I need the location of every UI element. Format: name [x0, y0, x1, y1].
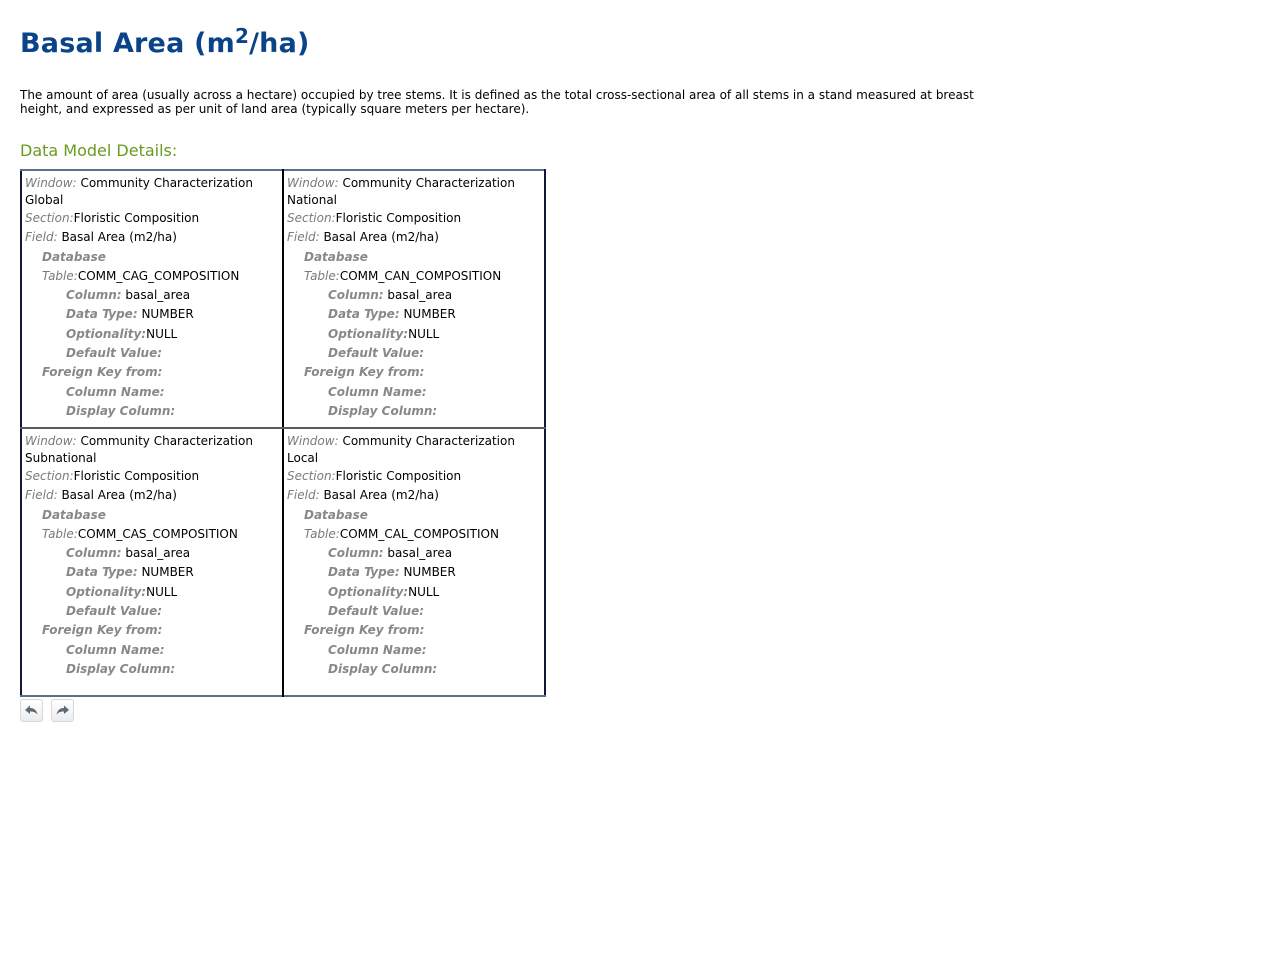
column-label: Column:	[328, 546, 384, 561]
column-name-label: Column Name:	[328, 642, 427, 657]
table-value: COMM_CAN_COMPOSITION	[339, 268, 502, 283]
table-label: Table:	[42, 526, 78, 541]
field-line	[25, 228, 279, 247]
window-line	[25, 175, 279, 209]
section-line	[25, 467, 279, 486]
data-type-value: NUMBER	[141, 565, 194, 580]
table-value: COMM_CAG_COMPOSITION	[77, 268, 240, 283]
display-column-line	[25, 402, 279, 421]
optionality-label: Optionality:	[328, 326, 409, 341]
table-row	[21, 428, 545, 696]
column-line	[287, 286, 541, 305]
detail-cell	[21, 170, 283, 428]
window-value: Community Characterization Local	[287, 434, 515, 465]
foreign-key-line	[25, 363, 279, 382]
data-type-line	[25, 305, 279, 324]
data-type-value: NUMBER	[141, 307, 194, 322]
window-label: Window:	[25, 434, 77, 448]
optionality-line	[25, 583, 279, 602]
section-line	[25, 209, 279, 228]
window-value: Community Characterization Subnational	[25, 434, 253, 465]
detail-cell	[283, 170, 545, 428]
section-label: Section:	[287, 211, 336, 225]
section-line	[287, 467, 541, 486]
column-value: basal_area	[125, 546, 191, 561]
table-line	[287, 525, 541, 544]
section-label: Section:	[287, 469, 336, 483]
optionality-line	[287, 325, 541, 344]
field-value: Basal Area (m2/ha)	[323, 230, 439, 245]
default-value-line	[25, 344, 279, 363]
table-line	[25, 525, 279, 544]
description: The amount of area (usually across a hectare) occupied by tree stems. It is defined as the total cross-sectional area of all stems in a stand measured at breast height, and expressed as per unit of land area (typically square meters per hectare).	[20, 88, 974, 116]
field-label: Field:	[25, 230, 58, 245]
foreign-key-label: Foreign Key from:	[304, 365, 425, 380]
field-label: Field:	[287, 230, 320, 245]
table-row	[21, 170, 545, 428]
back-button[interactable]	[20, 699, 43, 722]
database-label: Database	[304, 249, 368, 264]
database-line	[25, 248, 279, 267]
column-name-label: Column Name:	[66, 384, 165, 399]
section-label: Section:	[25, 469, 74, 483]
optionality-line	[287, 583, 541, 602]
window-line	[25, 433, 279, 467]
column-label: Column:	[66, 546, 122, 561]
optionality-value: NULL	[146, 326, 178, 341]
window-value: Community Characterization Global	[25, 176, 253, 207]
title-superscript: 2	[234, 24, 250, 48]
section-label: Section:	[25, 211, 74, 225]
default-value-label: Default Value:	[66, 604, 163, 619]
field-value: Basal Area (m2/ha)	[61, 230, 177, 245]
column-name-label: Column Name:	[328, 384, 427, 399]
back-arrow-icon	[24, 704, 39, 716]
field-label: Field:	[287, 488, 320, 503]
forward-arrow-icon	[55, 704, 70, 716]
window-label: Window:	[287, 434, 339, 448]
display-column-label: Display Column:	[328, 403, 438, 418]
foreign-key-line	[287, 621, 541, 640]
database-line	[287, 248, 541, 267]
display-column-label: Display Column:	[328, 661, 438, 676]
section-value: Floristic Composition	[73, 469, 200, 483]
optionality-label: Optionality:	[328, 584, 409, 599]
table-line	[287, 267, 541, 286]
window-label: Window:	[287, 176, 339, 190]
field-line	[287, 228, 541, 247]
column-line	[287, 544, 541, 563]
column-name-line	[287, 383, 541, 402]
field-value: Basal Area (m2/ha)	[61, 488, 177, 503]
display-column-line	[287, 402, 541, 421]
field-label: Field:	[25, 488, 58, 503]
optionality-label: Optionality:	[66, 584, 147, 599]
default-value-line	[287, 602, 541, 621]
data-type-label: Data Type:	[66, 565, 138, 580]
title-text-end: /ha)	[249, 28, 310, 59]
foreign-key-line	[25, 621, 279, 640]
default-value-line	[25, 602, 279, 621]
database-label: Database	[304, 507, 368, 522]
database-line	[25, 506, 279, 525]
optionality-label: Optionality:	[66, 326, 147, 341]
optionality-value: NULL	[408, 326, 440, 341]
optionality-line	[25, 325, 279, 344]
data-type-value: NUMBER	[403, 307, 456, 322]
data-type-line	[25, 563, 279, 582]
window-line	[287, 175, 541, 209]
database-label: Database	[42, 249, 106, 264]
detail-cell	[21, 428, 283, 696]
section-value: Floristic Composition	[335, 469, 462, 483]
database-label: Database	[42, 507, 106, 522]
column-line	[25, 544, 279, 563]
default-value-label: Default Value:	[328, 346, 425, 361]
section-value: Floristic Composition	[73, 211, 200, 225]
column-value: basal_area	[387, 546, 453, 561]
table-label: Table:	[304, 526, 340, 541]
data-type-label: Data Type:	[328, 307, 400, 322]
window-label: Window:	[25, 176, 77, 190]
display-column-line	[25, 660, 279, 679]
table-value: COMM_CAS_COMPOSITION	[77, 526, 238, 541]
window-value: Community Characterization National	[287, 176, 515, 207]
data-type-label: Data Type:	[328, 565, 400, 580]
foreign-key-line	[287, 363, 541, 382]
column-name-label: Column Name:	[66, 642, 165, 657]
page-title	[20, 24, 310, 59]
data-type-line	[287, 305, 541, 324]
column-name-line	[25, 641, 279, 660]
data-model-details-heading: Data Model Details:	[20, 141, 178, 160]
column-value: basal_area	[125, 288, 191, 303]
column-label: Column:	[66, 288, 122, 303]
forward-button[interactable]	[51, 699, 74, 722]
column-value: basal_area	[387, 288, 453, 303]
default-value-line	[287, 344, 541, 363]
foreign-key-label: Foreign Key from:	[42, 365, 163, 380]
column-label: Column:	[328, 288, 384, 303]
section-value: Floristic Composition	[335, 211, 462, 225]
column-name-line	[287, 641, 541, 660]
default-value-label: Default Value:	[66, 346, 163, 361]
display-column-label: Display Column:	[66, 403, 176, 418]
field-value: Basal Area (m2/ha)	[323, 488, 439, 503]
field-line	[25, 486, 279, 505]
data-type-value: NUMBER	[403, 565, 456, 580]
database-line	[287, 506, 541, 525]
display-column-label: Display Column:	[66, 661, 176, 676]
optionality-value: NULL	[408, 584, 440, 599]
section-line	[287, 209, 541, 228]
nav-buttons	[20, 699, 82, 722]
field-line	[287, 486, 541, 505]
window-line	[287, 433, 541, 467]
optionality-value: NULL	[146, 584, 178, 599]
detail-cell	[283, 428, 545, 696]
data-type-label: Data Type:	[66, 307, 138, 322]
column-line	[25, 286, 279, 305]
table-line	[25, 267, 279, 286]
default-value-label: Default Value:	[328, 604, 425, 619]
table-label: Table:	[42, 268, 78, 283]
data-model-table	[20, 169, 546, 697]
foreign-key-label: Foreign Key from:	[42, 623, 163, 638]
foreign-key-label: Foreign Key from:	[304, 623, 425, 638]
table-value: COMM_CAL_COMPOSITION	[339, 526, 499, 541]
display-column-line	[287, 660, 541, 679]
table-label: Table:	[304, 268, 340, 283]
column-name-line	[25, 383, 279, 402]
data-type-line	[287, 563, 541, 582]
title-text: Basal Area (m	[20, 28, 235, 59]
